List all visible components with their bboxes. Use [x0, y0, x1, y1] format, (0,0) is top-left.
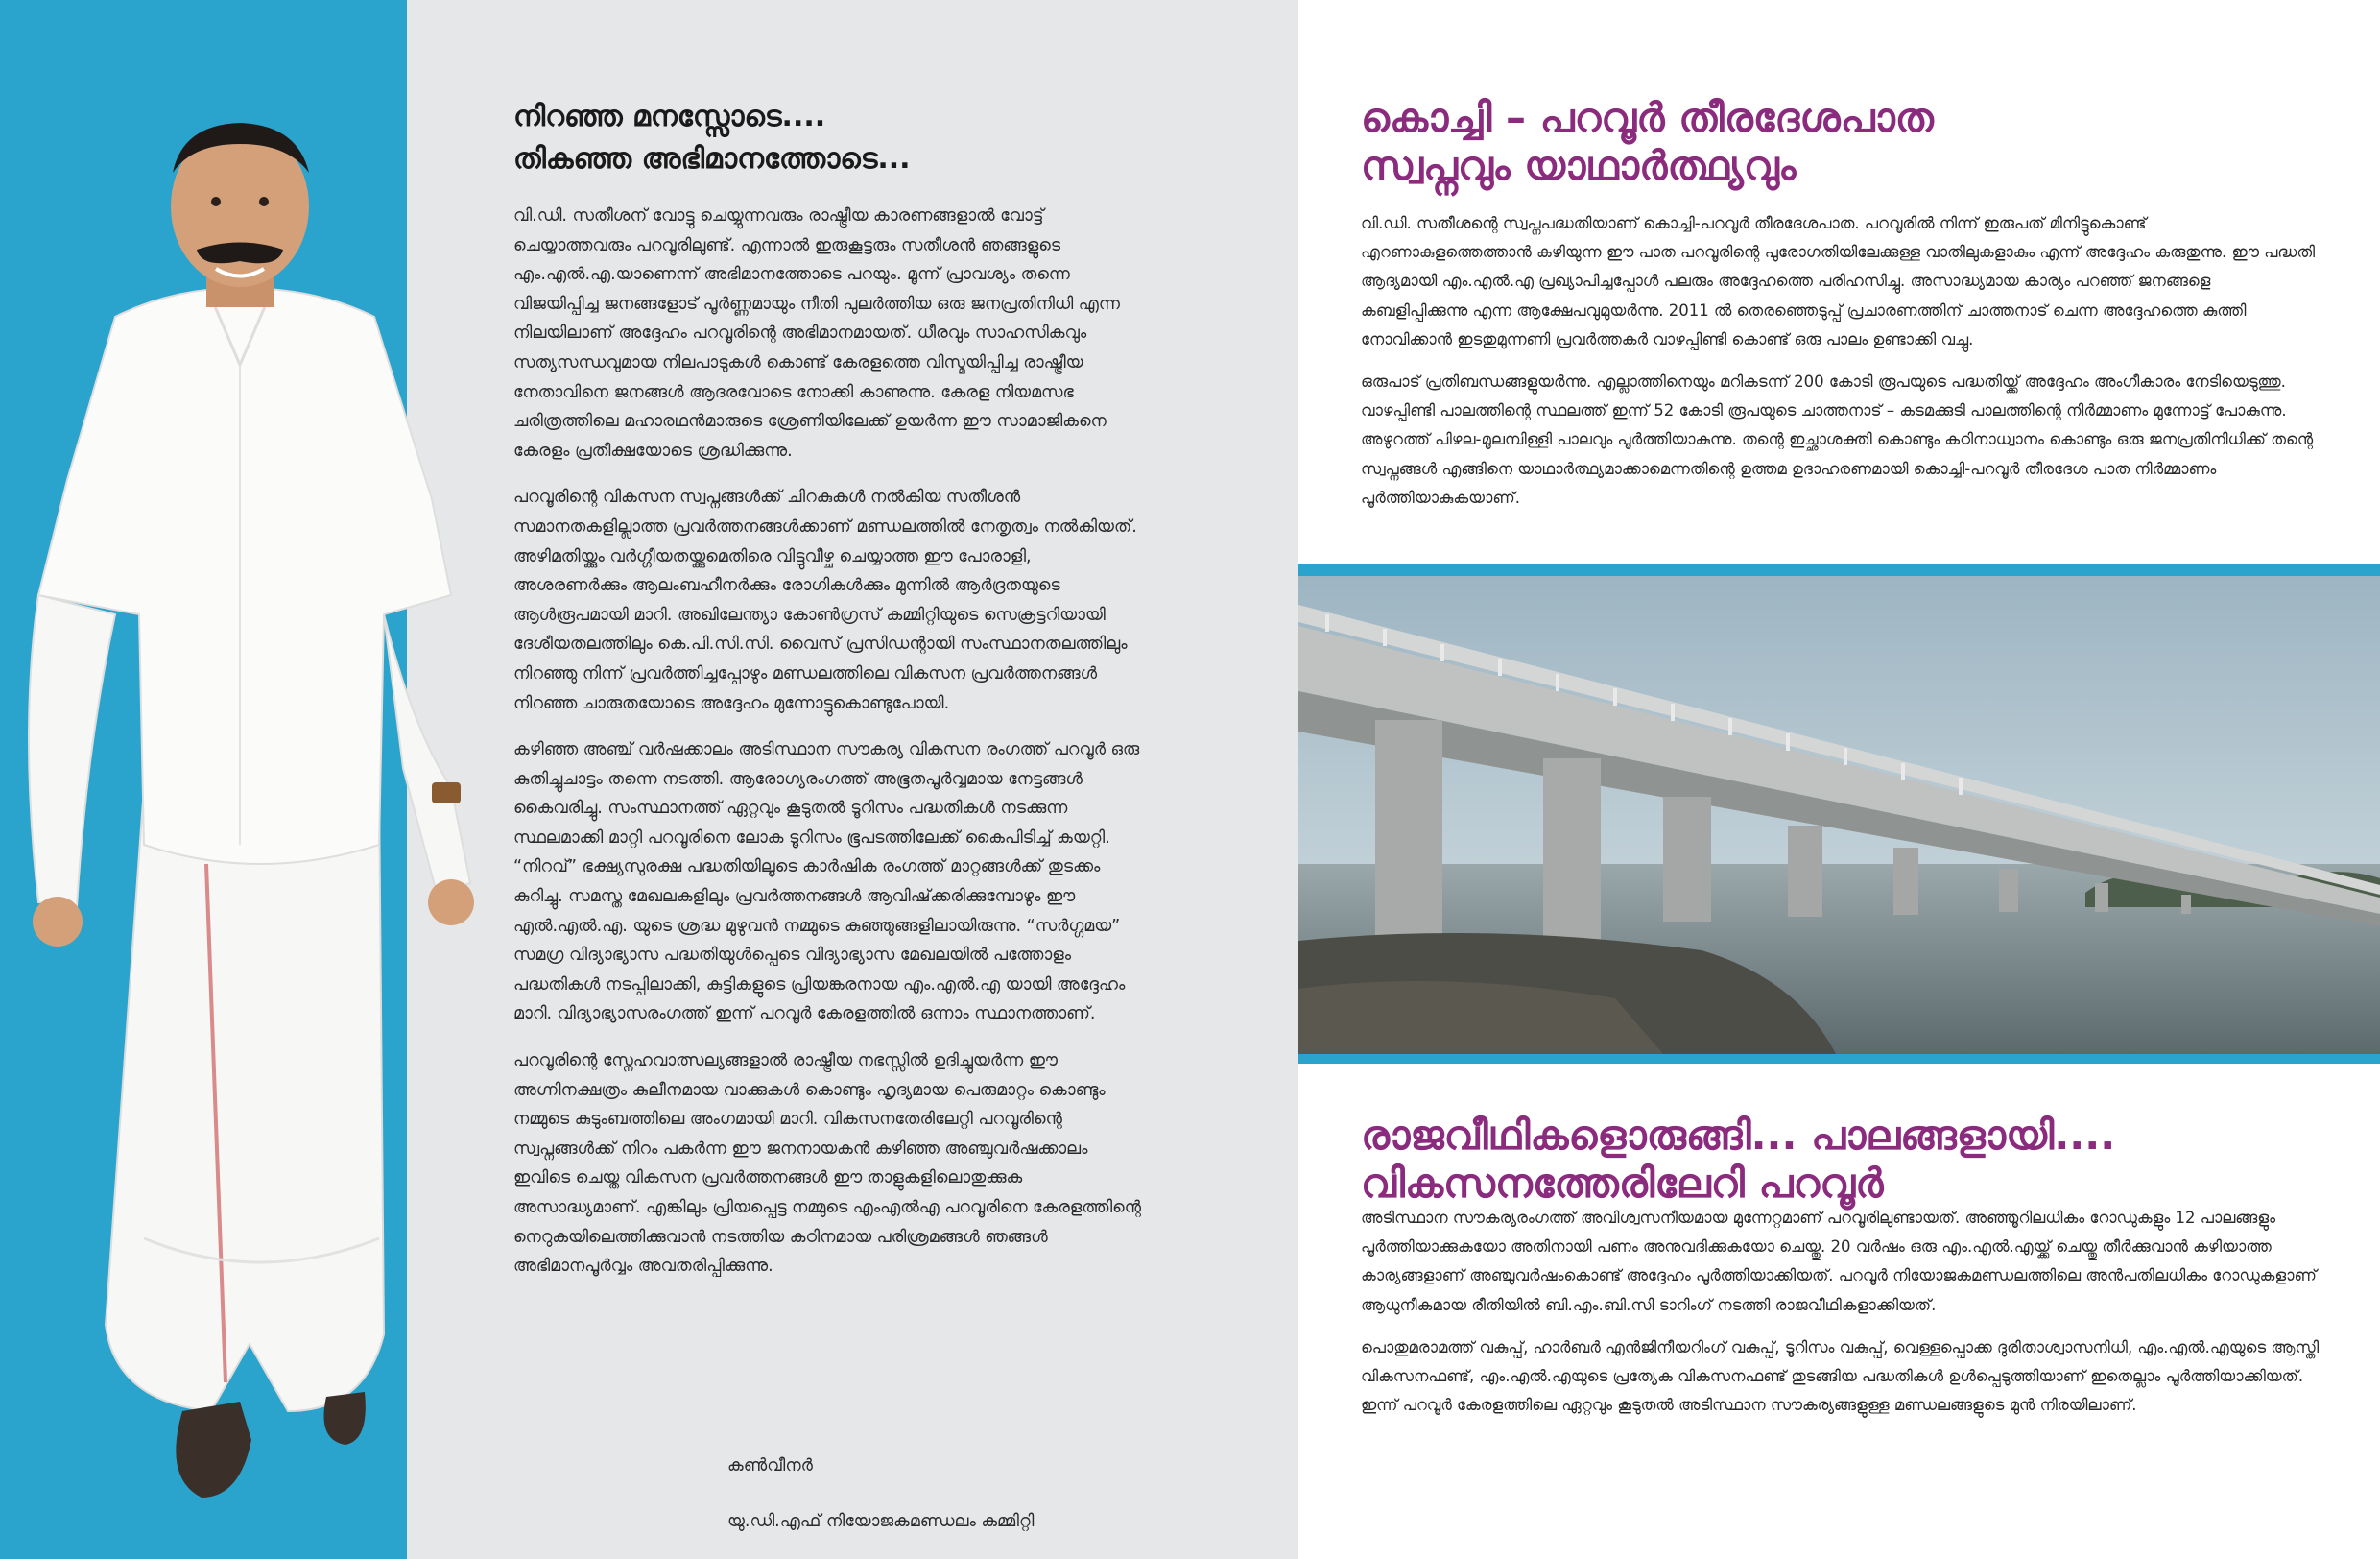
- signature-block: [727, 1438, 1130, 1549]
- roads-article: [1361, 1204, 2320, 1433]
- signature-committee: യു.ഡി.എഫ് നിയോജകമണ്ഡലം കമ്മിറ്റി: [727, 1512, 1035, 1531]
- roads-heading: [1361, 1112, 2359, 1208]
- politician-photo: [0, 0, 537, 1559]
- roads-paragraph-2: പൊതുമരാമത്ത് വകുപ്പ്, ഹാർബർ എൻജിനീയറിംഗ് വകുപ്പ്, ടൂറിസം വകുപ്പ്, വെള്ളപ്പൊക്ക ദുരിതാശ്വാസനിധി, എം.എൽ.എയുടെ ആസ്തി വികസനഫണ്ട്, എം.എൽ.എയുടെ പ്രത്യേക വികസനഫണ്ട് തുടങ്ങിയ പദ്ധതികൾ ഉൾപ്പെടുത്തിയാണ് ഇതെല്ലാം പൂർത്തിയാക്കിയത്. ഇന്ന് പറവൂർ കേരളത്തിലെ ഏറ്റവും കൂടുതൽ അടിസ്ഥാന സൗകര്യങ്ങളുള്ള മണ്ഡലങ്ങളുടെ മുൻ നിരയിലാണ്.: [1361, 1337, 2320, 1415]
- coastal-road-heading-line-1: കൊച്ചി – പറവൂർ തീരദേശപാത: [1361, 94, 1934, 141]
- bridge-photo-frame: [1298, 564, 2380, 1064]
- intro-paragraph-4: പറവൂരിന്റെ സ്നേഹവാത്സല്യങ്ങളാൽ രാഷ്ട്രീയ നഭസ്സിൽ ഉദിച്ചുയർന്ന ഈ അഗ്നിനക്ഷത്രം കുലീനമായ വാക്കുകൾ കൊണ്ടും ഹൃദ്യമായ പെരുമാറ്റം കൊണ്ടും നമ്മുടെ കുടുംബത്തിലെ അംഗമായി മാറി. വികസനതേരിലേറ്റി പറവൂരിന്റെ സ്വപ്നങ്ങൾക്ക് നിറം പകർന്ന ഈ ജനനായകൻ കഴിഞ്ഞ അഞ്ചുവർഷക്കാലം ഇവിടെ ചെയ്ത വികസന പ്രവർത്തനങ്ങൾ ഈ താളുകളിലൊതുക്കുക അസാദ്ധ്യമാണ്. എങ്കിലും പ്രിയപ്പെട്ട നമ്മുടെ എംഎൽഎ പറവൂരിനെ കേരളത്തിന്റെ നെറുകയിലെത്തിക്കുവാൻ നടത്തിയ കഠിനമായ പരിശ്രമങ്ങൾ ഞങ്ങൾ അഭിമാനപൂർവ്വം അവതരിപ്പിക്കുന്നു.: [513, 1051, 1142, 1277]
- intro-heading-line-1: നിറഞ്ഞ മനസ്സോടെ....: [513, 100, 826, 133]
- intro-paragraph-3: കഴിഞ്ഞ അഞ്ച് വർഷക്കാലം അടിസ്ഥാന സൗകര്യ വികസന രംഗത്ത് പറവൂർ ഒരു കുതിച്ചുചാട്ടം തന്നെ നടത്തി. ആരോഗ്യരംഗത്ത് അഭൂതപൂർവ്വമായ നേട്ടങ്ങൾ കൈവരിച്ചു. സംസ്ഥാനത്ത് ഏറ്റവും കൂടുതൽ ടൂറിസം പദ്ധതികൾ നടക്കുന്ന സ്ഥലമാക്കി മാറ്റി പറവൂരിനെ ലോക ടൂറിസം ഭൂപടത്തിലേക്ക് കൈപിടിച്ച് കയറ്റി. “നിറവ്” ഭക്ഷ്യസുരക്ഷ പദ്ധതിയിലൂടെ കാർഷിക രംഗത്ത് മാറ്റങ്ങൾക്ക് തുടക്കം കുറിച്ചു. സമസ്ത മേഖലകളിലും പ്രവർത്തനങ്ങൾ ആവിഷ്‌ക്കരിക്കുമ്പോഴും ഈ എൽ.എൽ.എ. യുടെ ശ്രദ്ധ മുഴുവൻ നമ്മുടെ കുഞ്ഞുങ്ങളിലായിരുന്നു. “സർഗ്ഗമയ” സമഗ്ര വിദ്യാഭ്യാസ പദ്ധതിയുൾപ്പെടെ വിദ്യാഭ്യാസ മേഖലയിൽ പത്തോളം പദ്ധതികൾ നടപ്പിലാക്കി, കുട്ടികളുടെ പ്രിയങ്കരനായ എം.എൽ.എ യായി അദ്ദേഹം മാറി. വിദ്യാഭ്യാസരംഗത്ത് ഇന്ന് പറവൂർ കേരളത്തിൽ ഒന്നാം സ്ഥാനത്താണ്.: [513, 740, 1140, 1024]
- intro-heading-line-2: തികഞ്ഞ അഭിമാനത്തോടെ...: [513, 142, 911, 176]
- roads-heading-line-2: വികസനത്തേരിലേറി പറവൂർ: [1361, 1160, 1884, 1207]
- coastal-road-paragraph-1: വി.ഡി. സതീശന്റെ സ്വപ്നപദ്ധതിയാണ് കൊച്ചി-പറവൂർ തീരദേശപാത. പറവൂരിൽ നിന്ന് ഇരുപത് മിനിട്ടുകൊണ്ട് എറണാകുളത്തെത്താൻ കഴിയുന്ന ഈ പാത പറവൂരിന്റെ പുരോഗതിയിലേക്കുള്ള വാതിലുകളാകും എന്ന് അദ്ദേഹം കരുതുന്നു. ഈ പദ്ധതി ആദ്യമായി എം.എൽ.എ പ്രഖ്യാപിച്ചപ്പോൾ പലരും അദ്ദേഹത്തെ പരിഹസിച്ചു. അസാദ്ധ്യമായ കാര്യം പറഞ്ഞ് ജനങ്ങളെ കബളിപ്പിക്കുന്നു എന്ന ആക്ഷേപവുമുയർന്നു. 2011 ൽ തെരഞ്ഞെടുപ്പ് പ്രചാരണത്തിന് ചാത്തനാട് ചെന്ന അദ്ദേഹത്തെ കുത്തി നോവിക്കാൻ ഇടതുമുന്നണി പ്രവർത്തകർ വാഴപ്പിണ്ടി കൊണ്ട് ഒരു പാലം ഉണ്ടാക്കി വച്ചു.: [1361, 214, 2316, 348]
- coastal-road-heading: [1361, 94, 2359, 190]
- coastal-road-heading-line-2: സ്വപ്നവും യാഥാർത്ഥ്യവും: [1361, 142, 1797, 189]
- roads-paragraph-1: അടിസ്ഥാന സൗകര്യരംഗത്ത് അവിശ്വസനീയമായ മുന്നേറ്റമാണ് പറവൂരിലുണ്ടായത്. അഞ്ഞൂറിലധികം റോഡുകളും 12 പാലങ്ങളും പൂർത്തിയാക്കുകയോ അതിനായി പണം അനുവദിക്കുകയോ ചെയ്തു. 20 വർഷം ഒരു എം.എൽ.എയ്ക്ക് ചെയ്തു തീർക്കുവാൻ കഴിയാത്ത കാര്യങ്ങളാണ് അഞ്ചുവർഷംകൊണ്ട് അദ്ദേഹം പൂർത്തിയാക്കിയത്. പറവൂർ നിയോജകമണ്ഡലത്തിലെ അൻപതിലധികം റോഡുകളാണ് ആധുനീകമായ രീതിയിൽ ബി.എം.ബി.സി ടാറിംഗ് നടത്തി രാജവീഥികളാക്കിയത്.: [1361, 1209, 2317, 1314]
- intro-paragraph-1: വി.ഡി. സതീശന് വോട്ടു ചെയ്യുന്നവരും രാഷ്ട്രീയ കാരണങ്ങളാൽ വോട്ട് ചെയ്യാത്തവരും പറവൂരിലുണ്ട്. എന്നാൽ ഇരുകൂട്ടരും സതീശൻ ഞങ്ങളുടെ എം.എൽ.എ.യാണെന്ന് അഭിമാനത്തോടെ പറയും. മൂന്ന് പ്രാവശ്യം തന്നെ വിജയിപ്പിച്ച ജനങ്ങളോട് പൂർണ്ണമായും നീതി പുലർത്തിയ ഒരു ജനപ്രതിനിധി എന്ന നിലയിലാണ് അദ്ദേഹം പറവൂരിന്റെ അഭിമാനമായത്. ധീരവും സാഹസികവും സത്യസന്ധവുമായ നിലപാടുകൾ കൊണ്ട് കേരളത്തെ വിസ്മയിപ്പിച്ച രാഷ്ട്രീയ നേതാവിനെ ജനങ്ങൾ ആദരവോടെ നോക്കി കാണുന്നു. കേരള നിയമസഭ ചരിത്രത്തിലെ മഹാരഥൻമാരുടെ ശ്രേണിയിലേക്ക് ഉയർന്ന ഈ സാമാജികനെ കേരളം പ്രതീക്ഷയോടെ ശ്രദ്ധിക്കുന്നു.: [513, 206, 1120, 461]
- intro-paragraph-2: പറവൂരിന്റെ വികസന സ്വപ്നങ്ങൾക്ക് ചിറകുകൾ നൽകിയ സതീശൻ സമാനതകളില്ലാത്ത പ്രവർത്തനങ്ങൾക്കാണ് മണ്ഡലത്തിൽ നേതൃത്വം നൽകിയത്. അഴിമതിയ്ക്കും വർഗ്ഗീയതയ്ക്കുമെതിരെ വിട്ടുവീഴ്ച ചെയ്യാത്ത ഈ പോരാളി, അശരണർക്കും ആലംബഹീനർക്കും രോഗികൾക്കും മുന്നിൽ ആർദ്രതയുടെ ആൾരൂപമായി മാറി. അഖിലേന്ത്യാ കോൺഗ്രസ് കമ്മിറ്റിയുടെ സെക്രട്ടറിയായി ദേശീയതലത്തിലും കെ.പി.സി.സി. വൈസ് പ്രസിഡന്റായി സംസ്ഥാനതലത്തിലും നിറഞ്ഞു നിന്ന് പ്രവർത്തിച്ചപ്പോഴും മണ്ഡലത്തിലെ വികസന പ്രവർത്തനങ്ങൾ നിറഞ്ഞ ചാരുതയോടെ അദ്ദേഹം മുന്നോട്ടുകൊണ്ടുപോയി.: [513, 488, 1137, 713]
- signature-title: കൺവീനർ: [727, 1456, 813, 1475]
- intro-article: [513, 96, 1142, 1299]
- intro-heading: [513, 96, 1142, 180]
- coastal-road-article: [1361, 209, 2320, 526]
- roads-heading-line-1: രാജവീഥികളൊരുങ്ങി... പാലങ്ങളായി....: [1361, 1112, 2116, 1159]
- coastal-road-paragraph-2: ഒരുപാട് പ്രതിബന്ധങ്ങളുയർന്നു. എല്ലാത്തിനെയും മറികടന്ന് 200 കോടി രൂപയുടെ പദ്ധതിയ്ക്ക് അദ്ദേഹം അംഗീകാരം നേടിയെടുത്തു. വാഴപ്പിണ്ടി പാലത്തിന്റെ സ്ഥലത്ത് ഇന്ന് 52 കോടി രൂപയുടെ ചാത്തനാട് – കടമക്കുടി പാലത്തിന്റെ നിർമ്മാണം മുന്നോട്ട് പോകുന്നു. അഴുറത്ത് പിഴല-മൂലമ്പിള്ളി പാലവും പൂർത്തിയാകുന്നു. തന്റെ ഇച്ഛാശക്തി കൊണ്ടും കഠിനാധ്വാനം കൊണ്ടും ഒരു ജനപ്രതിനിധിക്ക് തന്റെ സ്വപ്നങ്ങൾ എങ്ങിനെ യാഥാർത്ഥ്യമാക്കാമെന്നതിന്റെ ഉത്തമ ഉദാഹരണമായി കൊച്ചി-പറവൂർ തീരദേശ പാത നിർമ്മാണം പൂർത്തിയാകുകയാണ്.: [1361, 372, 2314, 507]
- bridge-photo: [1298, 576, 2380, 1054]
